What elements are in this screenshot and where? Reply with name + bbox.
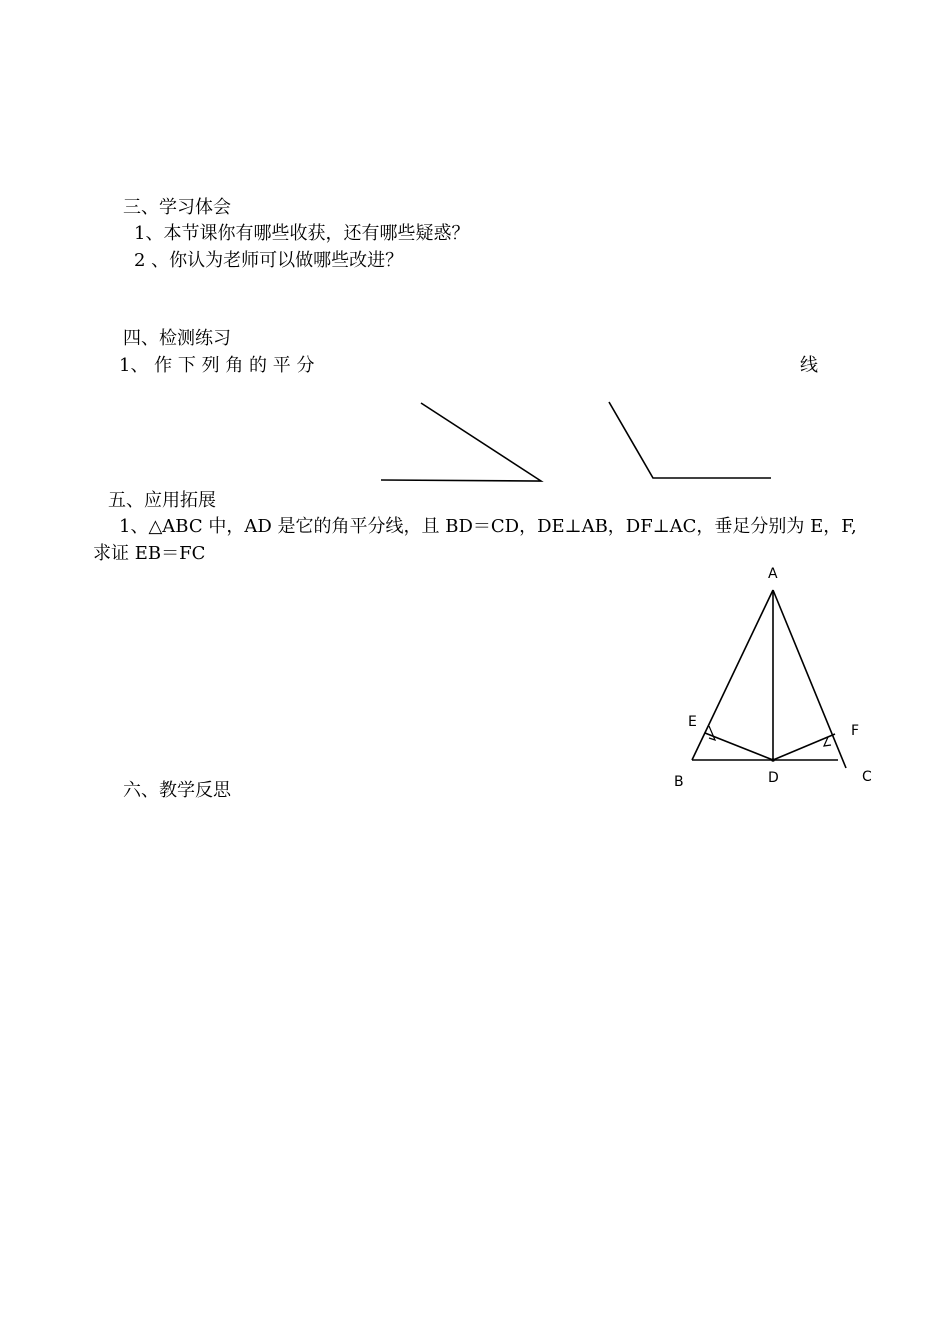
section-5-question-1-line-2: 求证 EB＝FC bbox=[93, 543, 206, 564]
label-e: E bbox=[688, 714, 697, 730]
right-angle-mark-e bbox=[709, 726, 715, 740]
perpendicular-df bbox=[773, 734, 835, 760]
section-3-question-1: 1、本节课你有哪些收获，还有哪些疑惑？ bbox=[134, 223, 470, 244]
section-5-question-1-line-1: 1、△ABC 中，AD 是它的角平分线，且 BD＝CD，DE⊥AB，DF⊥AC，垂足分别为 E，F, bbox=[119, 516, 857, 537]
label-a: A bbox=[768, 566, 778, 582]
section-4-question-1: 1、 作 下 列 角 的 平 分 bbox=[119, 355, 315, 376]
side-ac bbox=[773, 590, 846, 768]
section-6-heading: 六、教学反思 bbox=[123, 780, 231, 801]
section-4-question-1-end: 线 bbox=[800, 355, 818, 376]
label-d: D bbox=[768, 770, 779, 786]
section-3-heading: 三、学习体会 bbox=[123, 197, 231, 218]
label-f: F bbox=[851, 723, 860, 739]
perpendicular-de bbox=[705, 733, 773, 760]
section-3-question-2: 2 、你认为老师可以做哪些改进？ bbox=[134, 250, 404, 271]
point-d bbox=[771, 758, 775, 762]
section-5-heading: 五、应用拓展 bbox=[108, 490, 216, 511]
side-ab bbox=[692, 590, 773, 760]
section-4-heading: 四、检测练习 bbox=[123, 328, 231, 349]
label-b: B bbox=[674, 774, 684, 790]
label-c: C bbox=[862, 769, 872, 785]
